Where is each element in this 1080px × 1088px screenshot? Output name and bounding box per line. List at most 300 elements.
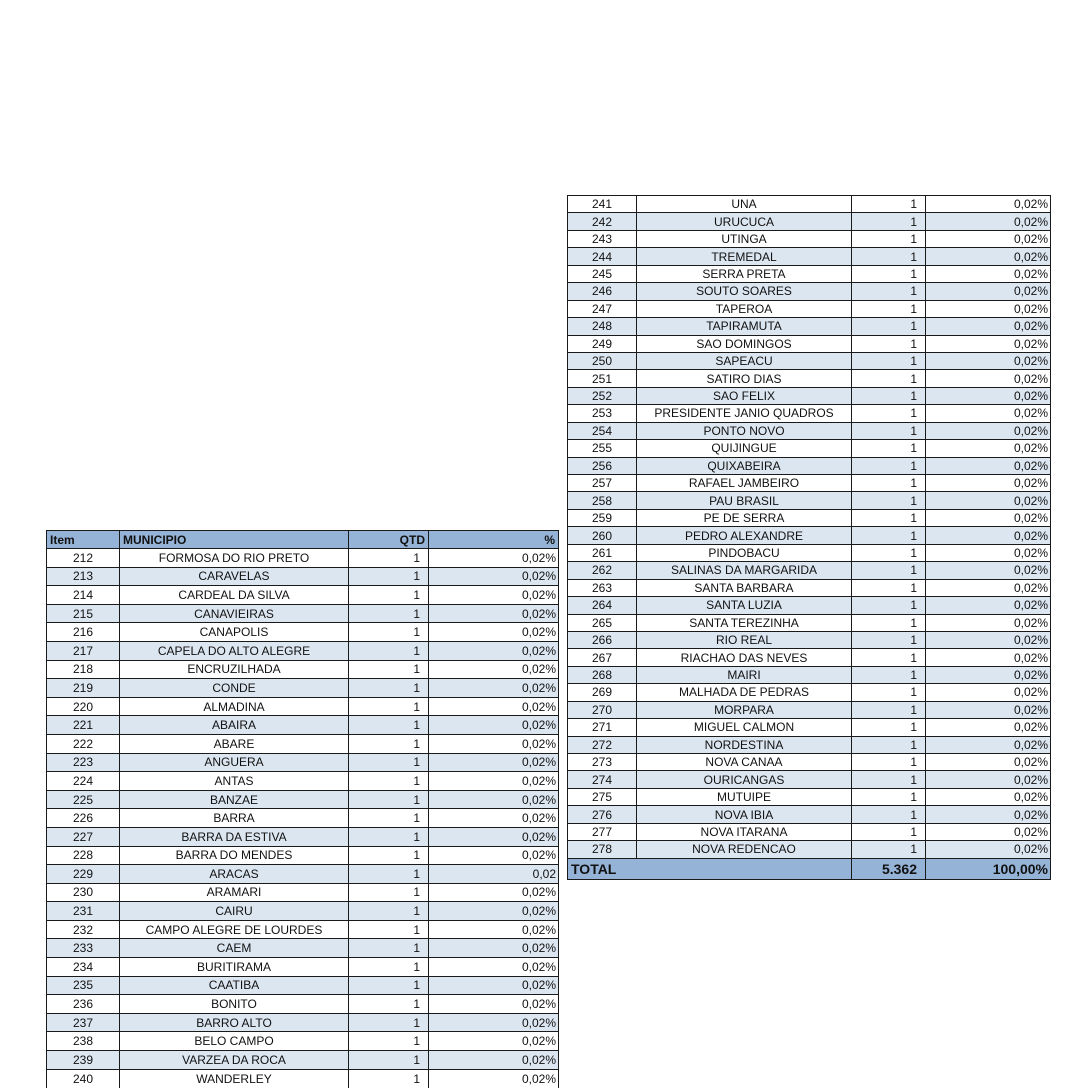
cell-pct: 0,02% [429,567,559,586]
table-row [47,604,559,623]
cell-pct: 0,02% [926,335,1051,352]
cell-municipio: QUIJINGUE [637,440,852,457]
cell-item: 215 [47,604,120,623]
cell-pct: 0,02% [429,995,559,1014]
cell-pct: 0,02% [926,544,1051,561]
cell-qtd: 1 [349,1051,429,1070]
cell-municipio: MORPARA [637,701,852,718]
cell-municipio: NORDESTINA [637,736,852,753]
cell-qtd: 1 [349,1032,429,1051]
cell-pct: 0,02% [926,579,1051,596]
cell-municipio: CARDEAL DA SILVA [120,586,349,605]
cell-municipio: ARAMARI [120,883,349,902]
cell-qtd: 1 [852,196,926,213]
cell-municipio: NOVA CANAA [637,754,852,771]
cell-municipio: BARRA [120,809,349,828]
cell-qtd: 1 [349,641,429,660]
cell-item: 238 [47,1032,120,1051]
cell-item: 252 [568,387,637,404]
table-row [568,719,1051,736]
table-row [568,823,1051,840]
cell-qtd: 1 [349,902,429,921]
table-row [568,754,1051,771]
cell-municipio: WANDERLEY [120,1069,349,1088]
table-row [47,623,559,642]
table-row [568,666,1051,683]
cell-item: 242 [568,213,637,230]
cell-municipio: MIGUEL CALMON [637,719,852,736]
cell-qtd: 1 [852,283,926,300]
table-row [568,457,1051,474]
cell-item: 216 [47,623,120,642]
table-row [47,958,559,977]
cell-pct: 0,02% [926,405,1051,422]
cell-pct: 0,02% [429,827,559,846]
table-row [568,265,1051,282]
cell-qtd: 1 [852,509,926,526]
cell-item: 227 [47,827,120,846]
header-pct: % [429,531,559,549]
cell-item: 262 [568,562,637,579]
cell-item: 246 [568,283,637,300]
cell-qtd: 1 [852,579,926,596]
cell-item: 233 [47,939,120,958]
cell-pct: 0,02% [926,597,1051,614]
cell-pct: 0,02% [926,614,1051,631]
cell-municipio: RAFAEL JAMBEIRO [637,475,852,492]
cell-item: 253 [568,405,637,422]
cell-qtd: 1 [852,597,926,614]
cell-municipio: ABARE [120,734,349,753]
cell-municipio: ANGUERA [120,753,349,772]
cell-item: 228 [47,846,120,865]
cell-item: 277 [568,823,637,840]
cell-municipio: PONTO NOVO [637,422,852,439]
table-row [47,697,559,716]
left-table [46,530,559,1088]
cell-qtd: 1 [852,318,926,335]
table-row [568,230,1051,247]
cell-qtd: 1 [852,527,926,544]
cell-pct: 0,02% [926,736,1051,753]
cell-item: 259 [568,509,637,526]
cell-municipio: SAPEACU [637,352,852,369]
cell-pct: 0,02% [429,976,559,995]
total-qtd: 5.362 [852,858,926,879]
table-row [47,1051,559,1070]
cell-municipio: BARRO ALTO [120,1013,349,1032]
cell-qtd: 1 [852,405,926,422]
cell-item: 274 [568,771,637,788]
cell-municipio: BARRA DO MENDES [120,846,349,865]
cell-qtd: 1 [852,736,926,753]
cell-qtd: 1 [852,352,926,369]
table-row [47,865,559,884]
cell-pct: 0,02% [429,660,559,679]
cell-qtd: 1 [349,790,429,809]
cell-pct: 0,02% [926,492,1051,509]
cell-municipio: TAPIRAMUTA [637,318,852,335]
cell-pct: 0,02% [926,719,1051,736]
cell-item: 218 [47,660,120,679]
cell-municipio: RIO REAL [637,631,852,648]
cell-item: 240 [47,1069,120,1088]
cell-pct: 0,02% [926,300,1051,317]
cell-pct: 0,02% [926,213,1051,230]
cell-qtd: 1 [852,649,926,666]
table-row [568,318,1051,335]
cell-qtd: 1 [852,666,926,683]
table-row [568,771,1051,788]
cell-pct: 0,02% [926,771,1051,788]
cell-qtd: 1 [349,865,429,884]
table-row [47,716,559,735]
cell-pct: 0,02% [926,788,1051,805]
cell-qtd: 1 [349,827,429,846]
table-row [47,753,559,772]
table-row [47,567,559,586]
cell-qtd: 1 [852,841,926,858]
cell-municipio: SERRA PRETA [637,265,852,282]
table-row [47,920,559,939]
table-row [568,509,1051,526]
cell-municipio: OURICANGAS [637,771,852,788]
cell-pct: 0,02% [926,387,1051,404]
cell-pct: 0,02% [429,1013,559,1032]
cell-municipio: NOVA ITARANA [637,823,852,840]
table-row [568,701,1051,718]
cell-pct: 0,02% [429,809,559,828]
table-row [568,544,1051,561]
cell-pct: 0,02% [926,562,1051,579]
cell-item: 258 [568,492,637,509]
cell-pct: 0,02% [429,734,559,753]
cell-item: 226 [47,809,120,828]
cell-municipio: CAMPO ALEGRE DE LOURDES [120,920,349,939]
cell-qtd: 1 [349,883,429,902]
cell-qtd: 1 [349,772,429,791]
cell-municipio: QUIXABEIRA [637,457,852,474]
cell-municipio: NOVA IBIA [637,806,852,823]
cell-pct: 0,02% [926,265,1051,282]
cell-qtd: 1 [349,1069,429,1088]
cell-item: 229 [47,865,120,884]
cell-qtd: 1 [852,788,926,805]
cell-qtd: 1 [349,753,429,772]
cell-item: 250 [568,352,637,369]
cell-item: 257 [568,475,637,492]
table-row [568,492,1051,509]
cell-pct: 0,02% [429,1051,559,1070]
cell-municipio: UTINGA [637,230,852,247]
table-row [568,788,1051,805]
cell-qtd: 1 [349,567,429,586]
table-row [568,475,1051,492]
cell-qtd: 1 [349,660,429,679]
cell-qtd: 1 [852,492,926,509]
cell-municipio: UNA [637,196,852,213]
cell-municipio: ANTAS [120,772,349,791]
table-row [568,841,1051,858]
table-row [568,196,1051,213]
cell-pct: 0,02% [429,939,559,958]
cell-item: 275 [568,788,637,805]
cell-municipio: TAPEROA [637,300,852,317]
cell-item: 213 [47,567,120,586]
cell-pct: 0,02% [429,753,559,772]
cell-municipio: ARACAS [120,865,349,884]
table-row [568,440,1051,457]
cell-municipio: CARAVELAS [120,567,349,586]
table-row [568,806,1051,823]
cell-qtd: 1 [349,549,429,568]
cell-municipio: FORMOSA DO RIO PRETO [120,549,349,568]
header-item: Item [47,531,120,549]
table-row [47,939,559,958]
cell-municipio: SAO FELIX [637,387,852,404]
cell-item: 270 [568,701,637,718]
cell-item: 269 [568,684,637,701]
cell-pct: 0,02% [926,248,1051,265]
cell-municipio: SAO DOMINGOS [637,335,852,352]
cell-municipio: MAIRI [637,666,852,683]
header-municipio: MUNICIPIO [120,531,349,549]
cell-qtd: 1 [852,387,926,404]
cell-municipio: MALHADA DE PEDRAS [637,684,852,701]
table-row [568,213,1051,230]
cell-pct: 0,02% [926,666,1051,683]
cell-item: 232 [47,920,120,939]
cell-pct: 0,02% [429,790,559,809]
cell-municipio: PAU BRASIL [637,492,852,509]
cell-pct: 0,02% [429,697,559,716]
cell-qtd: 1 [852,701,926,718]
cell-qtd: 1 [349,697,429,716]
table-row [568,352,1051,369]
table-row [47,995,559,1014]
cell-pct: 0,02% [429,846,559,865]
cell-pct: 0,02% [429,623,559,642]
cell-qtd: 1 [852,562,926,579]
table-row [568,283,1051,300]
cell-pct: 0,02% [926,806,1051,823]
cell-municipio: CANAVIEIRAS [120,604,349,623]
table-row [568,579,1051,596]
cell-municipio: CAEM [120,939,349,958]
cell-municipio: ENCRUZILHADA [120,660,349,679]
cell-qtd: 1 [349,679,429,698]
cell-pct: 0,02% [926,283,1051,300]
table-row [47,1032,559,1051]
cell-item: 239 [47,1051,120,1070]
table-row [47,883,559,902]
cell-qtd: 1 [349,976,429,995]
table-row [47,827,559,846]
cell-qtd: 1 [852,300,926,317]
cell-pct: 0,02% [926,352,1051,369]
cell-qtd: 1 [852,631,926,648]
cell-qtd: 1 [852,230,926,247]
cell-municipio: MUTUIPE [637,788,852,805]
cell-item: 273 [568,754,637,771]
cell-item: 261 [568,544,637,561]
cell-qtd: 1 [349,846,429,865]
cell-item: 255 [568,440,637,457]
cell-municipio: CONDE [120,679,349,698]
cell-pct: 0,02% [429,772,559,791]
cell-qtd: 1 [852,719,926,736]
cell-pct: 0,02 [429,865,559,884]
table-row [47,809,559,828]
cell-qtd: 1 [852,475,926,492]
cell-municipio: PINDOBACU [637,544,852,561]
cell-municipio: PEDRO ALEXANDRE [637,527,852,544]
cell-municipio: CAATIBA [120,976,349,995]
table-row [568,405,1051,422]
cell-qtd: 1 [349,716,429,735]
table-row [47,641,559,660]
table-row [568,370,1051,387]
table-row [568,248,1051,265]
cell-municipio: CAPELA DO ALTO ALEGRE [120,641,349,660]
cell-qtd: 1 [349,1013,429,1032]
cell-pct: 0,02% [926,823,1051,840]
cell-qtd: 1 [349,604,429,623]
right-table-body [568,196,1051,859]
cell-qtd: 1 [852,422,926,439]
cell-pct: 0,02% [926,754,1051,771]
table-row [568,684,1051,701]
cell-qtd: 1 [349,939,429,958]
cell-qtd: 1 [852,806,926,823]
table-row [47,586,559,605]
cell-qtd: 1 [852,265,926,282]
cell-pct: 0,02% [926,841,1051,858]
cell-item: 267 [568,649,637,666]
right-table [567,195,1051,880]
table-row [47,902,559,921]
table-header-row [47,531,559,549]
cell-municipio: TREMEDAL [637,248,852,265]
cell-item: 220 [47,697,120,716]
cell-item: 234 [47,958,120,977]
cell-municipio: URUCUCA [637,213,852,230]
cell-item: 268 [568,666,637,683]
table-row [568,335,1051,352]
cell-item: 248 [568,318,637,335]
table-row [568,387,1051,404]
cell-item: 241 [568,196,637,213]
cell-municipio: BARRA DA ESTIVA [120,827,349,846]
table-row [47,679,559,698]
cell-municipio: BURITIRAMA [120,958,349,977]
left-table-clip [23,265,556,1086]
cell-municipio: RIACHAO DAS NEVES [637,649,852,666]
table-row [47,1013,559,1032]
table-row [568,527,1051,544]
cell-municipio: SOUTO SOARES [637,283,852,300]
cell-municipio: BONITO [120,995,349,1014]
table-row [568,562,1051,579]
table-row [47,734,559,753]
cell-qtd: 1 [349,809,429,828]
cell-item: 217 [47,641,120,660]
cell-municipio: CAIRU [120,902,349,921]
cell-item: 278 [568,841,637,858]
cell-municipio: SANTA TEREZINHA [637,614,852,631]
cell-municipio: ALMADINA [120,697,349,716]
cell-qtd: 1 [349,623,429,642]
cell-pct: 0,02% [926,196,1051,213]
table-row [568,597,1051,614]
cell-pct: 0,02% [926,684,1051,701]
table-row [47,549,559,568]
cell-municipio: SALINAS DA MARGARIDA [637,562,852,579]
total-pct: 100,00% [926,858,1051,879]
cell-item: 265 [568,614,637,631]
cell-pct: 0,02% [429,958,559,977]
cell-qtd: 1 [349,920,429,939]
cell-qtd: 1 [852,754,926,771]
cell-pct: 0,02% [429,586,559,605]
table-row [568,300,1051,317]
cell-qtd: 1 [349,995,429,1014]
cell-pct: 0,02% [429,716,559,735]
cell-pct: 0,02% [429,902,559,921]
cell-qtd: 1 [852,213,926,230]
cell-pct: 0,02% [429,883,559,902]
cell-item: 231 [47,902,120,921]
cell-qtd: 1 [852,440,926,457]
table-row [568,631,1051,648]
cell-pct: 0,02% [429,549,559,568]
cell-item: 256 [568,457,637,474]
cell-pct: 0,02% [926,475,1051,492]
cell-item: 212 [47,549,120,568]
cell-pct: 0,02% [926,370,1051,387]
cell-item: 235 [47,976,120,995]
cell-item: 249 [568,335,637,352]
cell-municipio: ABAIRA [120,716,349,735]
cell-item: 264 [568,597,637,614]
cell-qtd: 1 [852,771,926,788]
cell-item: 245 [568,265,637,282]
cell-item: 221 [47,716,120,735]
cell-pct: 0,02% [429,1032,559,1051]
cell-pct: 0,02% [926,440,1051,457]
cell-qtd: 1 [852,370,926,387]
table-row [47,660,559,679]
cell-qtd: 1 [852,335,926,352]
cell-qtd: 1 [852,248,926,265]
cell-municipio: BANZAE [120,790,349,809]
cell-item: 263 [568,579,637,596]
cell-pct: 0,02% [429,920,559,939]
cell-pct: 0,02% [926,230,1051,247]
cell-item: 260 [568,527,637,544]
header-qtd: QTD [349,531,429,549]
cell-pct: 0,02% [429,1069,559,1088]
cell-item: 247 [568,300,637,317]
cell-pct: 0,02% [429,679,559,698]
cell-item: 271 [568,719,637,736]
table-row [568,736,1051,753]
cell-item: 236 [47,995,120,1014]
cell-qtd: 1 [852,614,926,631]
cell-item: 251 [568,370,637,387]
table-row [47,976,559,995]
cell-municipio: SANTA BARBARA [637,579,852,596]
